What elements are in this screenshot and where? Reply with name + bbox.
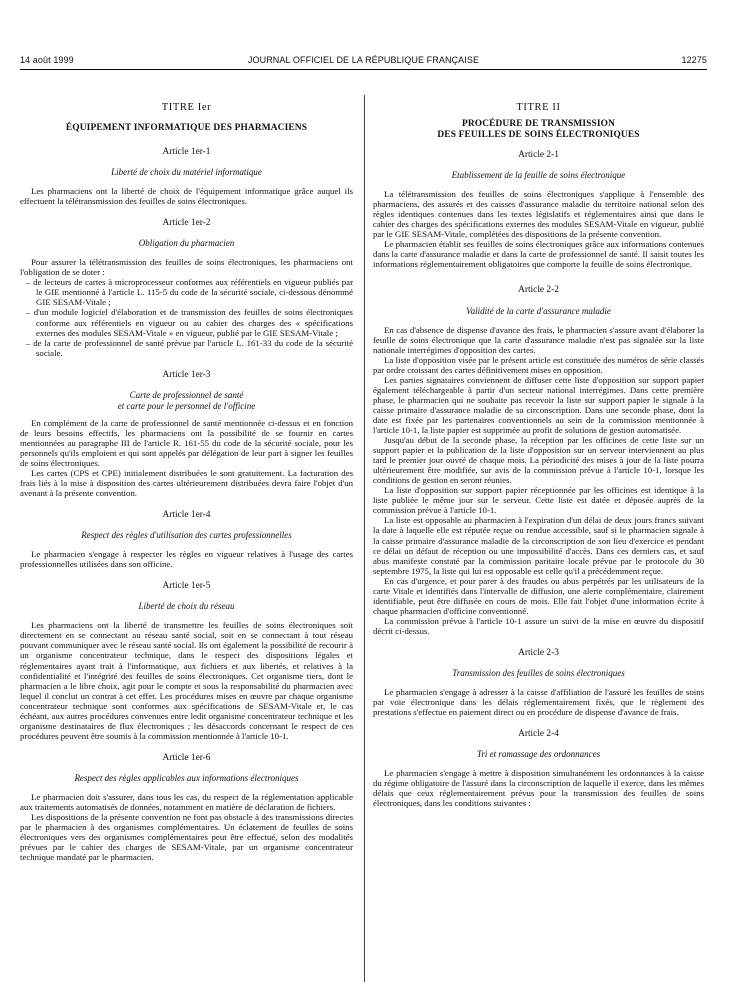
article-subtitle: Respect des règles d'utilisation des cartes professionnelles <box>81 530 292 541</box>
paragraph: Le pharmacien s'engage à adresser à la caisse d'affiliation de l'assuré les feuilles de soins par voie électronique dans les délais réglementairement fixés, que le règlement des prestations s'effectue en paiement direct ou en procédure de dispense d'avance de frais. <box>373 687 704 718</box>
list-item: – d'un module logiciel d'élaboration et de transmission des feuilles de soins électroniques conforme aux référentiels en vigueur ou au cahier des charges des « spécifications externes des modules SESAM-Vitale » en vigueur, publié par le GIE SESAM-Vitale ; <box>20 307 353 337</box>
article-heading: Article 1er-4 <box>162 510 211 521</box>
header-page-number: 12275 <box>681 55 707 65</box>
paragraph: En complément de la carte de professionnel de santé mentionnée ci-dessus et en fonction de leurs besoins effectifs, les pharmaciens ont la possibilité de se fournir en cartes mentionnées au paragraphe III de l'article R. 161-55 du code de la sécurité sociale, pour les personnels qu'ils emploient et qui sont appelés par délégation de leur part à signer les feuilles de soins électroniques. <box>20 417 353 468</box>
paragraph: Jusqu'au début de la seconde phase, la réception par les officines de cette liste sur un support papier et la publication de la liste d'opposition sur un serveur interviennent au plus tard le premier jour ouvré de chaque mois. La périodicité des mises à jour de la liste pourra ultérieurement être modifiée, sur avis de la commission prévue à l'article 10-1, lorsque les conditions de gestion en seront réunies. <box>373 435 704 486</box>
paragraph: Les pharmaciens ont la liberté de transmettre les feuilles de soins électroniques soit directement en se connectant au réseau santé social, soit en se connectant à tout réseau pouvant communiquer avec le réseau santé social. Ils ont également la possibilité de recourir à un organisme concentrateur technique, dans le respect des dispositions légales et réglementaires ayant trait à l'informatique, aux fichiers et aux libertés, et relatives à la confidentialité et l'intégrité des feuilles de soins électroniques. Cet organisme tiers, dont le pharmacien a le libre choix, agit pour le compte et sous la responsabilité du pharmacien avec lequel il conclut un contrat à cet effet. Les procédures mises en œuvre par chaque organisme concentrateur technique sont conformes aux spécifications de SESAM-Vitale et, le cas échéant, aux autres procédures convenues entre ledit organisme concentrateur technique et les organisme destinataires de flux électroniques ; les désaccords concernant le respect de ces procédures peuvent être soumis à la commission mentionnée à l'article 10-1. <box>20 620 353 741</box>
paragraph: Le pharmacien établit ses feuilles de soins électroniques grâce aux informations contenues dans la carte d'assurance maladie et dans la carte de professionnel de santé. Il saisit toutes les informations réglementairement obligatoires que comporte la feuille de soins électronique. <box>373 239 704 270</box>
article-heading: Article 2-4 <box>518 729 559 740</box>
paragraph: Le pharmacien doit s'assurer, dans tous les cas, du respect de la réglementation applicable aux traitements automatisés de données, notamment en matière de déclaration de fichiers. <box>20 791 353 812</box>
list-item: – de lecteurs de cartes à microprocesseur conformes aux référentiels en vigueur publiés par le GIE mentionné à l'article L. 115-5 du code de la sécurité sociale, ci-dessous dénommé GIE SESAM-Vitale ; <box>20 277 353 307</box>
article-heading: Article 1er-2 <box>162 218 211 229</box>
running-header <box>20 55 707 69</box>
article-subtitle: Validité de la carte d'assurance maladie <box>466 305 611 316</box>
right-column <box>373 100 704 984</box>
column-divider <box>364 95 365 982</box>
paragraph: La télétransmission des feuilles de soins électroniques s'applique à l'ensemble des pharmaciens, des assurés et des caisses d'assurance maladie du territoire national selon des règles identiques contenues dans les textes législatifs et réglementaires ainsi que dans le cahier des charges des spécifications externes des modules SESAM-Vitale en vigueur, publié par le GIE SESAM-Vitale, complétées des dispositions de la présente convention. <box>373 189 704 240</box>
article-subtitle-line: Carte de professionnel de santé <box>129 389 244 400</box>
article-heading: Article 1er-1 <box>162 147 211 158</box>
paragraph: Les parties signataires conviennent de diffuser cette liste d'opposition sur support papier également téléchargeable à partir d'un secteur national interrégimes. Dans cette première phase, le pharmacien qui ne souhaite pas recevoir la liste sur support papier le signale à la caisse primaire d'assurance maladie de sa circonscription. Dans une seconde phase, dont la date est fixée par les partenaires conventionnels au sein de la commission mentionnée à l'article 10-1, la liste papier est supprimée au profit de solutions de gestion automatisée. <box>373 374 704 435</box>
titre-heading: TITRE II <box>516 102 561 113</box>
article-heading: Article 2-3 <box>518 647 559 658</box>
header-journal-title: JOURNAL OFFICIEL DE LA RÉPUBLIQUE FRANÇAISE <box>247 55 480 65</box>
paragraph: La liste d'opposition sur support papier réceptionnée par les officines est identique à la liste publiée le même jour sur le serveur. Cette liste est datée et déposée auprès de la commission prévue à l'article 10-1. <box>373 485 704 516</box>
titre-subtitle-line: DES FEUILLES DE SOINS ÉLECTRONIQUES <box>437 130 640 141</box>
article-subtitle: Obligation du pharmacien <box>138 238 235 249</box>
article-subtitle: Respect des règles applicables aux informations électroniques <box>74 772 299 783</box>
paragraph: La liste est opposable au pharmacien à l'expiration d'un délai de deux jours francs suivant la date à laquelle elle est réputée reçue ou rendue accessible, sauf si le pharmacien signale à la caisse primaire d'assurance maladie de la circonscription de son lieu d'exercice et pendant ce délai un défaut de réception ou une impossibilité d'accès. Dans ces derniers cas, et sauf abus manifeste constaté par la commission paritaire locale prévue par le protocole du 30 septembre 1975, la liste qui lui est opposable est celle qu'il a précédemment reçue. <box>373 515 704 576</box>
article-subtitle: Etablissement de la feuille de soins électronique <box>451 170 626 181</box>
article-heading: Article 1er-6 <box>162 752 211 763</box>
header-date: 14 août 1999 <box>20 55 74 65</box>
article-subtitle: Tri et ramassage des ordonnances <box>476 749 601 760</box>
paragraph: Les pharmaciens ont la liberté de choix de l'équipement informatique grâce auquel ils effectuent la télétransmission des feuilles de soins électroniques. <box>20 186 353 207</box>
dash-list <box>20 277 353 357</box>
article-heading: Article 1er-5 <box>162 581 211 592</box>
article-subtitle: Transmission des feuilles de soins électroniques <box>452 668 625 679</box>
article-heading: Article 1er-3 <box>162 369 211 380</box>
header-rule <box>20 69 707 70</box>
paragraph: La commission prévue à l'article 10-1 assure un suivi de la mise en œuvre du dispositif décrit ci-dessus. <box>373 615 704 636</box>
list-item: – de la carte de professionnel de santé prévue par l'article L. 161-33 du code de la sécurité sociale. <box>20 338 353 358</box>
left-column <box>20 100 353 984</box>
paragraph: La liste d'opposition visée par le présent article est constituée des numéros de série classés par ordre croissant des cartes définitivement mises en opposition. <box>373 354 704 375</box>
paragraph: Les cartes (CPS et CPE) initialement distribuées le sont gratuitement. La facturation des frais liés à la mise à disposition des cartes ultérieurement distribuées devra faire l'objet d'un avenant à la présente convention. <box>20 467 353 499</box>
titre-subtitle-line: PROCÉDURE DE TRANSMISSION <box>461 119 616 130</box>
article-subtitle-line: et carte pour le personnel de l'officine <box>117 400 256 411</box>
paragraph: Le pharmacien s'engage à mettre à disposition simultanément les ordonnances à la caisse du régime obligatoire de l'assuré dans la circonscription de laquelle il exerce, dans les mêmes délais que ceux réglementairement prévus pour la transmission des feuilles de soins électroniques, dans les conditions suivantes : <box>373 768 704 809</box>
titre-heading: TITRE Ier <box>161 102 212 113</box>
article-subtitle <box>20 390 353 412</box>
article-heading: Article 2-1 <box>518 150 559 161</box>
paragraph: En cas d'urgence, et pour parer à des fraudes ou abus perpétrés par les utilisateurs de la carte Vitale et identifiés dans l'intervalle de diffusion, une alerte complémentaire, clairement identifiable, peut être diffusée en cours de mois. Elle fait l'objet d'une information écrite à chaque pharmacien d'officine conventionné. <box>373 575 704 616</box>
paragraph: Pour assurer la télétransmission des feuilles de soins électroniques, les pharmaciens ont l'obligation de se doter : <box>20 257 353 278</box>
article-subtitle: Liberté de choix du matériel informatique <box>111 167 262 178</box>
paragraph: Le pharmacien s'engage à respecter les règles en vigueur relatives à l'usage des cartes professionnelles utilisées dans son officine. <box>20 549 353 570</box>
titre-subtitle <box>373 119 704 141</box>
titre-subtitle: ÉQUIPEMENT INFORMATIQUE DES PHARMACIENS <box>65 123 308 134</box>
paragraph: Les dispositions de la présente convention ne font pas obstacle à des transmissions directes par le pharmacien à des organismes complémentaires. Un éclatement de feuilles de soins électroniques vers des organismes complémentaires peut être effectué, selon des modalités prévues par le cahier des charges de SESAM-Vitale, par un organisme concentrateur technique mandaté par le pharmacien. <box>20 812 353 863</box>
paragraph: En cas d'absence de dispense d'avance des frais, le pharmacien s'assure avant d'élaborer la feuille de soins électronique que la carte d'assurance maladie n'est pas signalée sur la liste nationale interrégimes d'opposition des cartes. <box>373 324 704 355</box>
article-subtitle: Liberté de choix du réseau <box>138 601 235 612</box>
article-heading: Article 2-2 <box>518 285 559 296</box>
